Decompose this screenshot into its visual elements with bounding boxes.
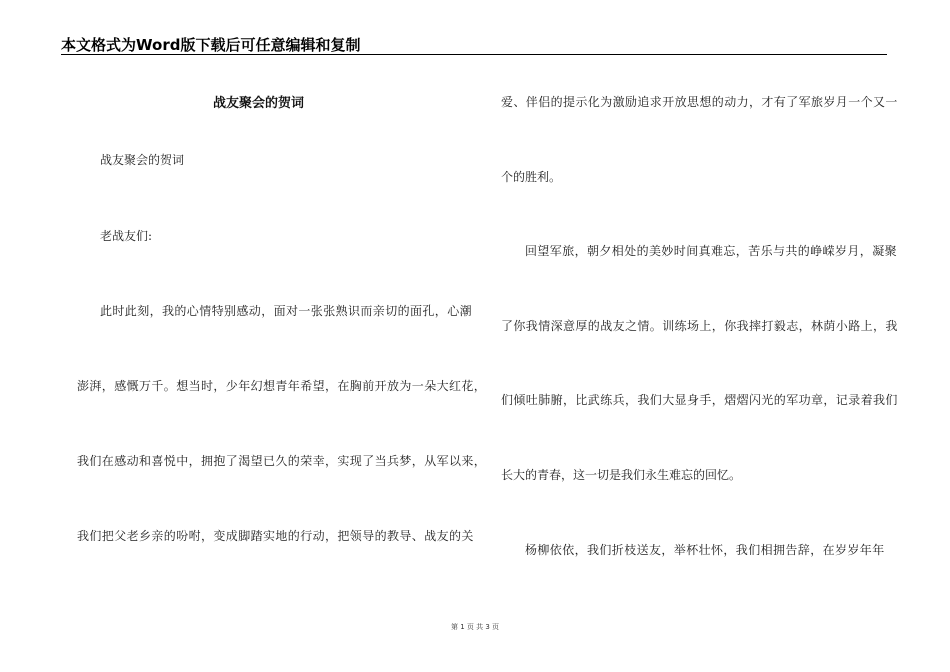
text-line: 老战友们:	[100, 229, 153, 243]
page-number: 第 1 页 共 3 页	[450, 623, 500, 631]
document-title: 战友聚会的贺词	[213, 96, 305, 111]
text-line: 澎湃，感慨万千。想当时，少年幻想青年希望，在胸前开放为一朵大红花，	[77, 379, 487, 393]
text-line: 了你我情深意厚的战友之情。训练场上，你我摔打毅志，林荫小路上，我	[501, 319, 898, 333]
text-line: 我们把父老乡亲的吩咐，变成脚踏实地的行动，把领导的教导、战友的关	[77, 529, 474, 543]
text-line: 爱、伴侣的提示化为激励追求开放思想的动力，才有了军旅岁月一个又一	[501, 95, 898, 109]
text-line: 此时此刻，我的心情特别感动，面对一张张熟识而亲切的面孔，心潮	[100, 304, 473, 318]
text-line: 们倾吐肺腑，比武练兵，我们大显身手，熠熠闪光的军功章，记录着我们	[501, 393, 898, 407]
text-line: 杨柳依依，我们折枝送友，举杯壮怀，我们相拥告辞，在岁岁年年	[525, 543, 885, 557]
text-line: 长大的青春，这一切是我们永生难忘的回忆。	[501, 468, 742, 482]
text-line: 回望军旅，朝夕相处的美妙时间真难忘，苦乐与共的峥嵘岁月，凝聚	[525, 244, 898, 258]
text-line: 我们在感动和喜悦中，拥抱了渴望已久的荣幸，实现了当兵梦，从军以来，	[77, 454, 487, 468]
text-line: 战友聚会的贺词	[100, 153, 185, 167]
header-divider	[61, 54, 887, 55]
text-line: 个的胜利。	[501, 170, 562, 184]
header-title: 本文格式为Word版下载后可任意编辑和复制	[61, 36, 361, 54]
